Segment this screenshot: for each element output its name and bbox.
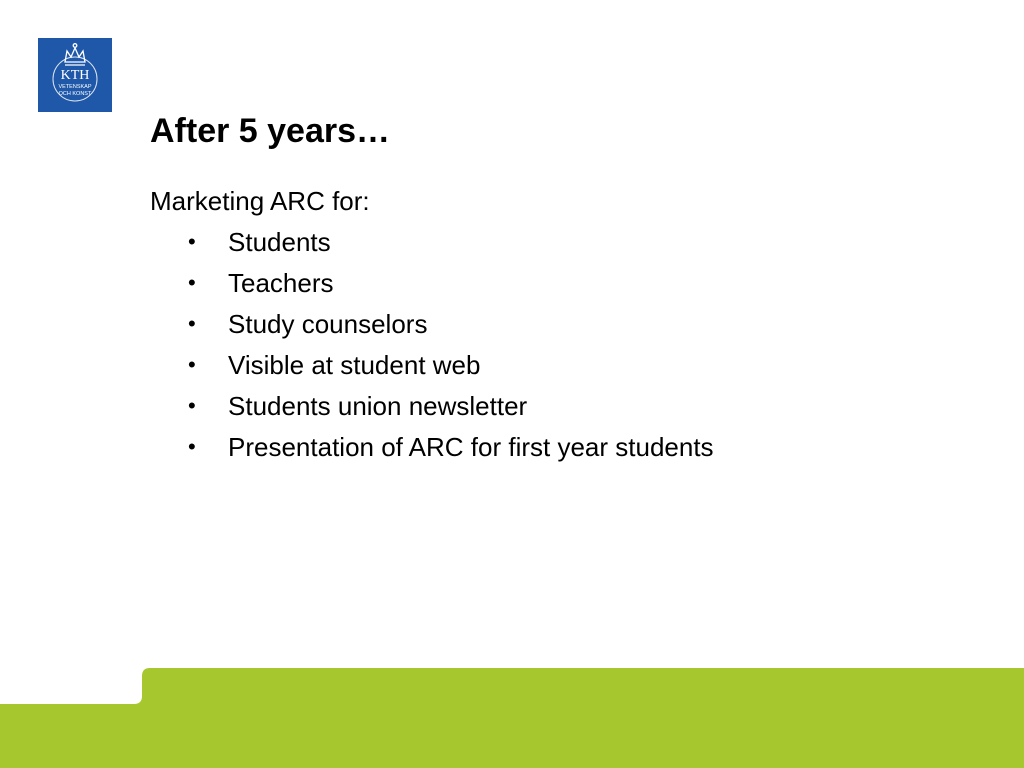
footer-band bbox=[0, 668, 1024, 768]
kth-logo bbox=[38, 38, 112, 112]
bullet-text: Students bbox=[228, 227, 331, 257]
bullet-marker: • bbox=[188, 270, 196, 295]
kth-logo-graphic bbox=[38, 38, 112, 112]
bullet-marker: • bbox=[188, 229, 196, 254]
bullet-text: Study counselors bbox=[228, 309, 428, 339]
bullet-text: Presentation of ARC for first year students bbox=[228, 432, 714, 462]
bullet-item-teachers bbox=[150, 265, 990, 306]
bullet-text: Students union newsletter bbox=[228, 391, 528, 421]
bullet-marker: • bbox=[188, 352, 196, 377]
bullet-item-student-web bbox=[150, 347, 990, 388]
logo-subtext-1: VETENSKAP bbox=[58, 84, 92, 90]
bullet-marker: • bbox=[188, 393, 196, 418]
bullet-marker: • bbox=[188, 434, 196, 459]
bullet-marker: • bbox=[188, 311, 196, 336]
intro-text: Marketing ARC for: bbox=[150, 186, 370, 216]
footer-band-shape bbox=[0, 668, 1024, 768]
bullet-item-study-counselors bbox=[150, 306, 990, 347]
bullet-text: Teachers bbox=[228, 268, 334, 298]
bullet-item-first-year-presentation bbox=[150, 429, 990, 470]
logo-subtext-2: OCH KONST bbox=[58, 91, 92, 97]
slide-content bbox=[150, 183, 990, 470]
slide-title: After 5 years… bbox=[150, 112, 391, 150]
logo-main-text: KTH bbox=[60, 68, 90, 83]
bullet-text: Visible at student web bbox=[228, 350, 481, 380]
bullet-item-students bbox=[150, 224, 990, 265]
bullet-item-union-newsletter bbox=[150, 388, 990, 429]
bullet-list bbox=[150, 224, 990, 470]
